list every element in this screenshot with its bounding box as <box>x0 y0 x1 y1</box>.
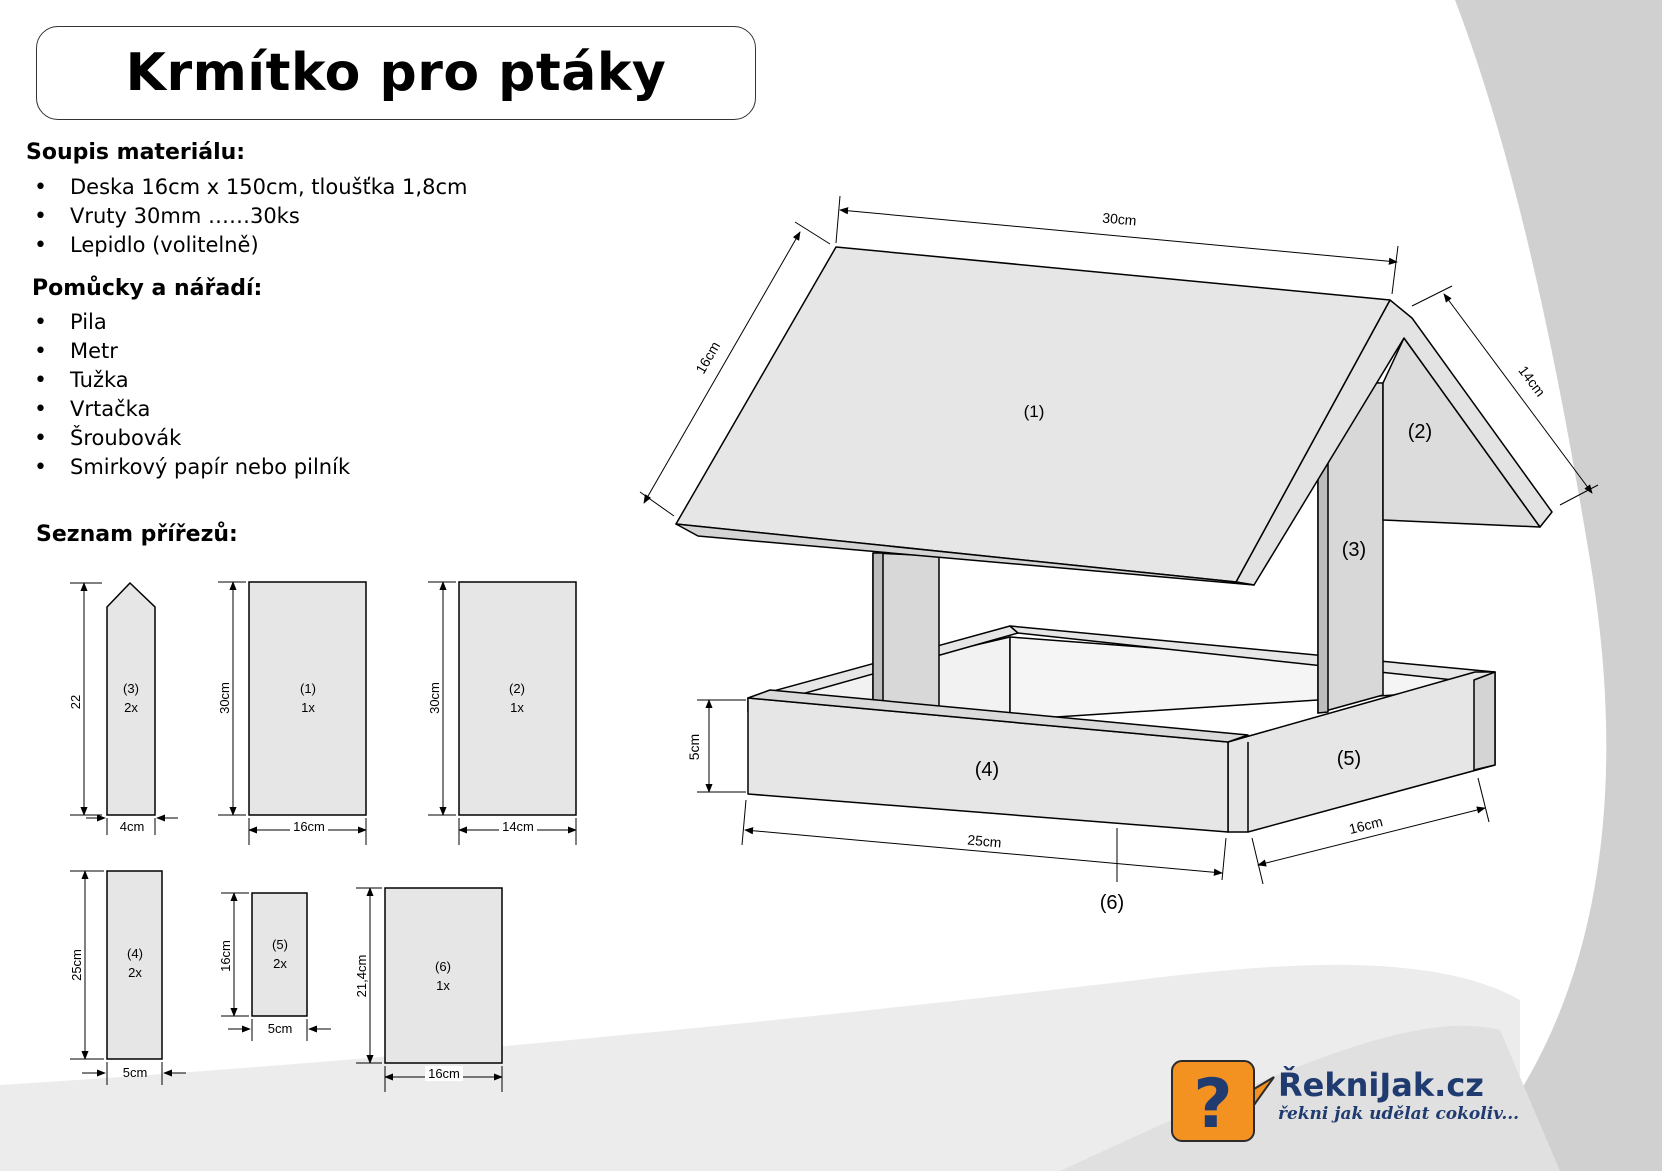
dim-label-right: 14cm <box>1515 362 1549 400</box>
page-title: Krmítko pro ptáky <box>125 43 667 103</box>
list-item: • Pila <box>34 308 350 337</box>
tools-heading: Pomůcky a nářadí: <box>32 276 263 301</box>
list-item: • Deska 16cm x 150cm, tloušťka 1,8cm <box>34 173 467 202</box>
feeder-roof <box>676 247 1552 585</box>
list-item: • Šroubovák <box>34 424 350 453</box>
list-item: • Vrtačka <box>34 395 350 424</box>
dim-label-side: 16cm <box>1347 813 1385 838</box>
cut-height: 22 <box>68 694 83 710</box>
part-label-4: (4) <box>974 759 1000 781</box>
dim-label-top: 30cm <box>1101 209 1138 229</box>
part-label-1: (1) <box>1023 402 1045 421</box>
cut-width: 4cm <box>119 819 145 834</box>
cut-qty: 1x <box>301 700 315 715</box>
cut-height: 21,4cm <box>354 954 369 998</box>
cut-height: 25cm <box>69 949 84 981</box>
cut-label: (1) <box>300 681 316 696</box>
cut-label: (4) <box>127 946 143 961</box>
cut-label: (6) <box>435 959 451 974</box>
cut-height: 16cm <box>218 940 233 972</box>
cut-label: (2) <box>509 681 525 696</box>
dim-label-left: 16cm <box>692 338 724 377</box>
materials-heading: Soupis materiálu: <box>26 140 246 165</box>
cut-height: 30cm <box>217 682 232 714</box>
list-item: • Tužka <box>34 366 350 395</box>
part-label-3: (3) <box>1341 539 1367 561</box>
cut-qty: 2x <box>273 956 287 971</box>
part-label-5: (5) <box>1336 748 1362 770</box>
list-item: • Lepidlo (volitelně) <box>34 231 467 260</box>
cut-label: (5) <box>272 937 288 952</box>
list-item: • Vruty 30mm ……30ks <box>34 202 467 231</box>
cut-label: (3) <box>123 681 139 696</box>
dim-label-height: 5cm <box>686 733 702 761</box>
cut-piece-1 <box>218 582 366 845</box>
list-item: • Smirkový papír nebo pilník <box>34 453 350 482</box>
list-item: • Metr <box>34 337 350 366</box>
brand-tagline: řekni jak udělat cokoliv... <box>1278 1104 1520 1124</box>
cut-width: 14cm <box>502 819 534 834</box>
question-mark-logo-icon <box>1170 1059 1275 1143</box>
cut-qty: 2x <box>124 700 138 715</box>
cuts-heading: Seznam přířezů: <box>36 522 238 547</box>
cut-qty: 2x <box>128 965 142 980</box>
brand-name: ŘekniJak.cz <box>1278 1066 1484 1104</box>
part-label-2: (2) <box>1407 421 1433 443</box>
cut-width: 16cm <box>428 1066 460 1081</box>
logo-glyph: ? <box>1193 1065 1233 1143</box>
cut-width: 5cm <box>122 1065 148 1080</box>
cut-height: 30cm <box>427 682 442 714</box>
cut-width: 5cm <box>267 1021 293 1036</box>
part-label-6: (6) <box>1099 892 1125 914</box>
cut-qty: 1x <box>510 700 524 715</box>
cut-qty: 1x <box>436 978 450 993</box>
dim-label-front: 25cm <box>966 831 1003 851</box>
cut-width: 16cm <box>293 819 325 834</box>
cut-piece-2 <box>428 582 576 845</box>
cut-piece-6 <box>356 888 502 1092</box>
